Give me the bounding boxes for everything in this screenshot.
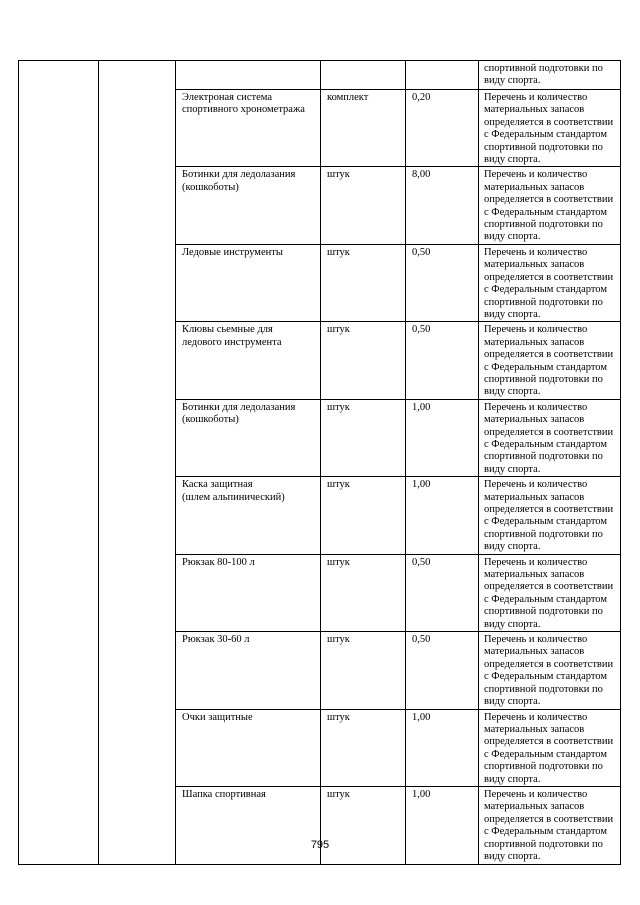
quantity-cell: 1,00 bbox=[406, 477, 479, 554]
quantity-cell: 1,00 bbox=[406, 786, 479, 864]
item-name-cell: Ледовые инструменты bbox=[176, 244, 321, 321]
item-name-cell: Ботинки для ледолазания (кошкоботы) bbox=[176, 167, 321, 244]
quantity-cell: 1,00 bbox=[406, 399, 479, 476]
quantity-cell: 1,00 bbox=[406, 709, 479, 786]
note-cell: Перечень и количество материальных запасов определяется в соответствии с Федеральным стандартом спортивной подготовки по виду спорта. bbox=[479, 554, 621, 631]
merged-cell-group bbox=[99, 61, 176, 865]
unit-cell: штук bbox=[321, 167, 406, 244]
item-name-cell: Каска защитная (шлем альпинический) bbox=[176, 477, 321, 554]
quantity-cell: 0,50 bbox=[406, 244, 479, 321]
note-cell: Перечень и количество материальных запасов определяется в соответствии с Федеральным стандартом спортивной подготовки по виду спорта. bbox=[479, 786, 621, 864]
quantity-cell: 8,00 bbox=[406, 167, 479, 244]
unit-cell: штук bbox=[321, 477, 406, 554]
table-row bbox=[19, 61, 621, 90]
table-body bbox=[19, 61, 621, 865]
item-name-cell: Рюкзак 80-100 л bbox=[176, 554, 321, 631]
quantity-cell: 0,50 bbox=[406, 322, 479, 399]
item-name-cell: Ботинки для ледолазания (кошкоботы) bbox=[176, 399, 321, 476]
unit-cell: штук bbox=[321, 632, 406, 709]
note-cell: Перечень и количество материальных запасов определяется в соответствии с Федеральным стандартом спортивной подготовки по виду спорта. bbox=[479, 167, 621, 244]
unit-cell: комплект bbox=[321, 90, 406, 167]
unit-cell: штук bbox=[321, 322, 406, 399]
note-cell: Перечень и количество материальных запасов определяется в соответствии с Федеральным стандартом спортивной подготовки по виду спорта. bbox=[479, 709, 621, 786]
note-cell: спортивной подготовки по виду спорта. bbox=[479, 61, 621, 90]
note-cell: Перечень и количество материальных запасов определяется в соответствии с Федеральным стандартом спортивной подготовки по виду спорта. bbox=[479, 322, 621, 399]
unit-cell: штук bbox=[321, 399, 406, 476]
unit-cell: штук bbox=[321, 786, 406, 864]
unit-cell: штук bbox=[321, 244, 406, 321]
equipment-table bbox=[18, 60, 621, 865]
note-cell: Перечень и количество материальных запасов определяется в соответствии с Федеральным стандартом спортивной подготовки по виду спорта. bbox=[479, 399, 621, 476]
item-name-cell: Рюкзак 30-60 л bbox=[176, 632, 321, 709]
item-name-cell: Электроная система спортивного хронометража bbox=[176, 90, 321, 167]
unit-cell bbox=[321, 61, 406, 90]
merged-cell-section bbox=[19, 61, 99, 865]
item-name-cell: Очки защитные bbox=[176, 709, 321, 786]
unit-cell: штук bbox=[321, 709, 406, 786]
quantity-cell: 0,20 bbox=[406, 90, 479, 167]
item-name-cell bbox=[176, 61, 321, 90]
note-cell: Перечень и количество материальных запасов определяется в соответствии с Федеральным стандартом спортивной подготовки по виду спорта. bbox=[479, 90, 621, 167]
unit-cell: штук bbox=[321, 554, 406, 631]
quantity-cell: 0,50 bbox=[406, 632, 479, 709]
quantity-cell: 0,50 bbox=[406, 554, 479, 631]
item-name-cell: Клювы сьемные для ледового инструмента bbox=[176, 322, 321, 399]
page-number: 795 bbox=[310, 839, 330, 851]
note-cell: Перечень и количество материальных запасов определяется в соответствии с Федеральным стандартом спортивной подготовки по виду спорта. bbox=[479, 244, 621, 321]
note-cell: Перечень и количество материальных запасов определяется в соответствии с Федеральным стандартом спортивной подготовки по виду спорта. bbox=[479, 632, 621, 709]
quantity-cell bbox=[406, 61, 479, 90]
note-cell: Перечень и количество материальных запасов определяется в соответствии с Федеральным стандартом спортивной подготовки по виду спорта. bbox=[479, 477, 621, 554]
item-name-cell: Шапка спортивная bbox=[176, 786, 321, 864]
